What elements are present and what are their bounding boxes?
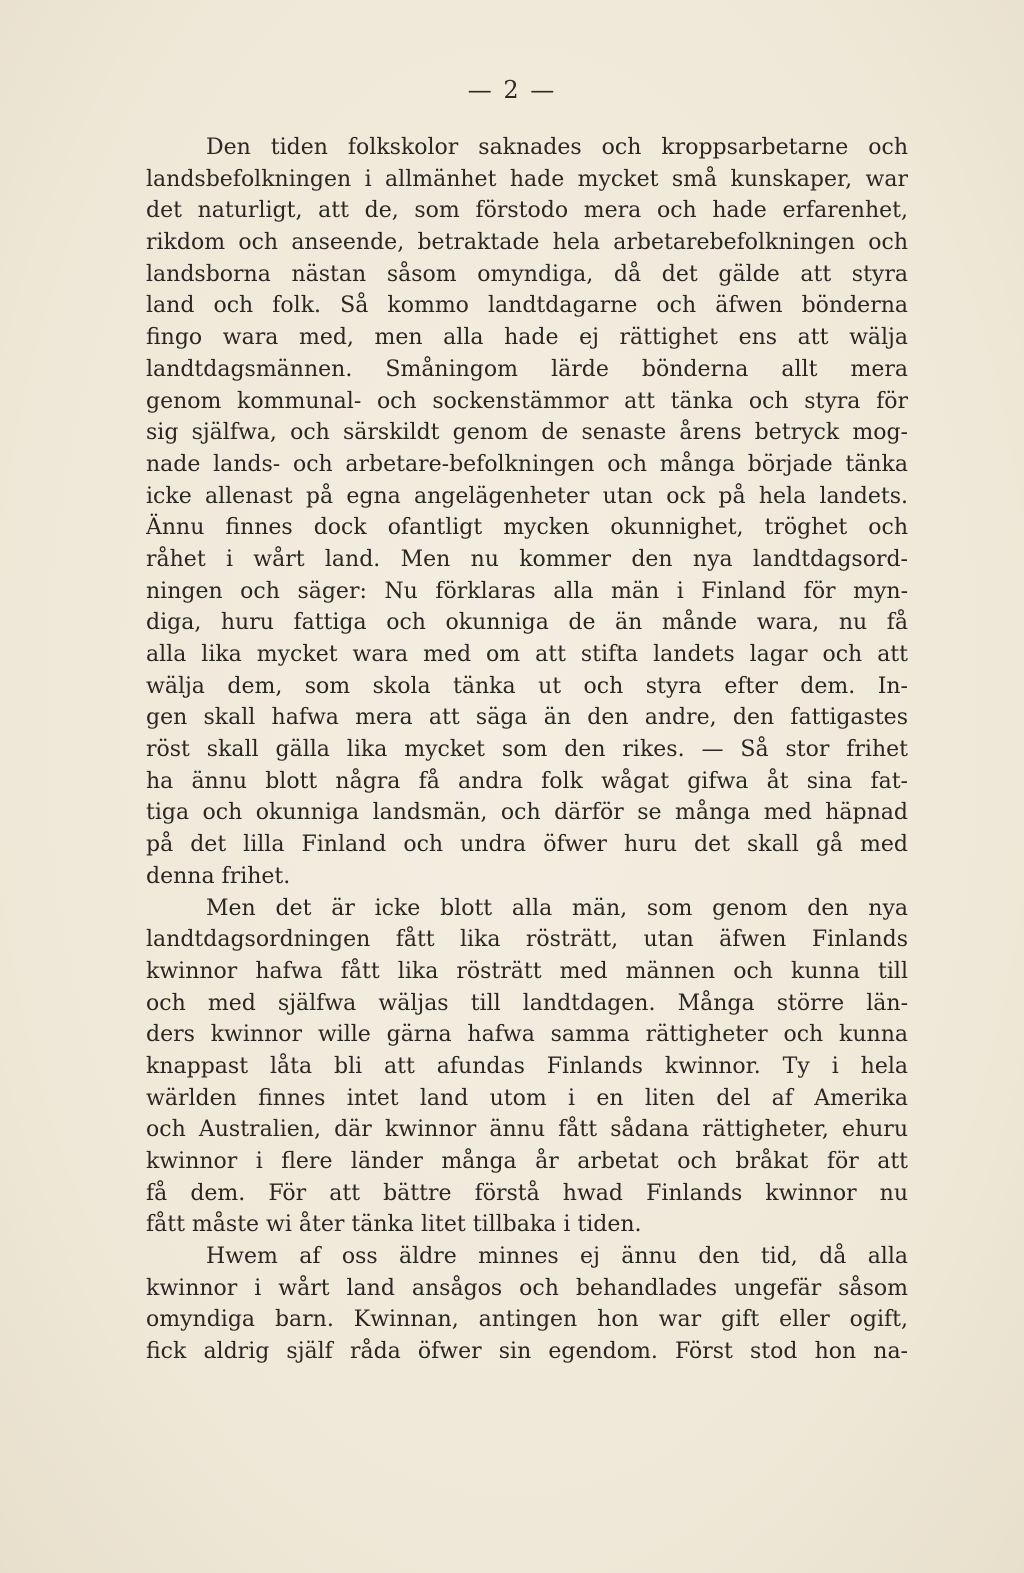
text-line: och med själfwa wäljas till landtdagen. Många större län- — [146, 990, 908, 1016]
text-line: icke allenast på egna angelägenheter utan ock på hela landets. — [146, 483, 908, 509]
text-line: få dem. För att bättre förstå hwad Finlands kwinnor nu — [146, 1180, 908, 1206]
text-line: fått måste wi åter tänka litet tillbaka i tiden. — [146, 1212, 642, 1238]
text-line: ha ännu blott några få andra folk wågat gifwa åt sina fat- — [146, 768, 908, 794]
text-line: landtdagsordningen fått lika rösträtt, utan äfwen Finlands — [146, 927, 908, 953]
text-line: knappast låta bli att afundas Finlands kwinnor. Ty i hela — [146, 1053, 908, 1079]
text-line: Ännu finnes dock ofantligt mycken okunnighet, tröghet och — [146, 515, 908, 541]
text-line: landsborna nästan såsom omyndiga, då det gälde att styra — [146, 261, 908, 287]
text-line: kwinnor i flere länder många år arbetat och bråkat för att — [146, 1149, 908, 1174]
text-line: sig själfwa, och särskildt genom de senaste årens betryck mog- — [146, 420, 908, 446]
text-line: wärlden finnes intet land utom i en liten del af Amerika — [146, 1085, 908, 1111]
text-line: omyndiga barn. Kwinnan, antingen hon war gift eller ogift, — [146, 1307, 908, 1333]
text-line: alla lika mycket wara med om att stifta landets lagar och att — [146, 642, 908, 667]
text-line: på det lilla Finland och undra öfwer huru det skall gå med — [146, 832, 908, 858]
text-line: Hwem af oss äldre minnes ej ännu den tid, då alla — [206, 1244, 908, 1270]
text-line: fick aldrig själf råda öfwer sin egendom. Först stod hon na- — [146, 1339, 908, 1365]
page-number: — 2 — — [467, 76, 557, 104]
text-line: gen skall hafwa mera att säga än den andre, den fattigastes — [146, 705, 908, 731]
text-line: wälja dem, som skola tänka ut och styra efter dem. In- — [146, 673, 908, 699]
text-line: landtdagsmännen. Småningom lärde bönderna allt mera — [146, 356, 908, 382]
text-line: råhet i wårt land. Men nu kommer den nya landtdagsord- — [146, 546, 908, 572]
text-line: denna frihet. — [146, 863, 291, 889]
text-line: land och folk. Så kommo landtdagarne och äfwen bönderna — [146, 293, 908, 319]
text-line: Men det är icke blott alla män, som genom den nya — [206, 895, 908, 921]
text-line: kwinnor hafwa fått lika rösträtt med männen och kunna till — [146, 958, 908, 984]
text-line: ningen och säger: Nu förklaras alla män i Finland för myn- — [146, 578, 908, 604]
text-line: kwinnor i wårt land ansågos och behandlades ungefär såsom — [146, 1275, 908, 1301]
body-text — [146, 132, 908, 1368]
text-line: ders kwinnor wille gärna hafwa samma rättigheter och kunna — [146, 1022, 908, 1048]
text-line: röst skall gälla lika mycket som den rikes. — Så stor frihet — [146, 737, 908, 763]
text-line: diga, huru fattiga och okunniga de än månde wara, nu få — [146, 610, 908, 636]
text-line: rikdom och anseende, betraktade hela arbetarebefolkningen och — [146, 230, 908, 256]
text-line: Den tiden folkskolor saknades och kroppsarbetarne och — [206, 135, 908, 160]
text-line: tiga och okunniga landsmän, och därför se många med häpnad — [146, 800, 908, 826]
text-line: nade lands- och arbetare-befolkningen och många började tänka — [146, 451, 908, 477]
text-line: det naturligt, att de, som förstodo mera och hade erfarenhet, — [146, 198, 908, 224]
text-line: fingo wara med, men alla hade ej rättighet ens att wälja — [146, 325, 908, 351]
text-line: genom kommunal- och sockenstämmor att tänka och styra för — [146, 388, 908, 414]
text-line: och Australien, där kwinnor ännu fått sådana rättigheter, ehuru — [146, 1117, 908, 1143]
text-line: landsbefolkningen i allmänhet hade mycket små kunskaper, war — [146, 166, 908, 192]
